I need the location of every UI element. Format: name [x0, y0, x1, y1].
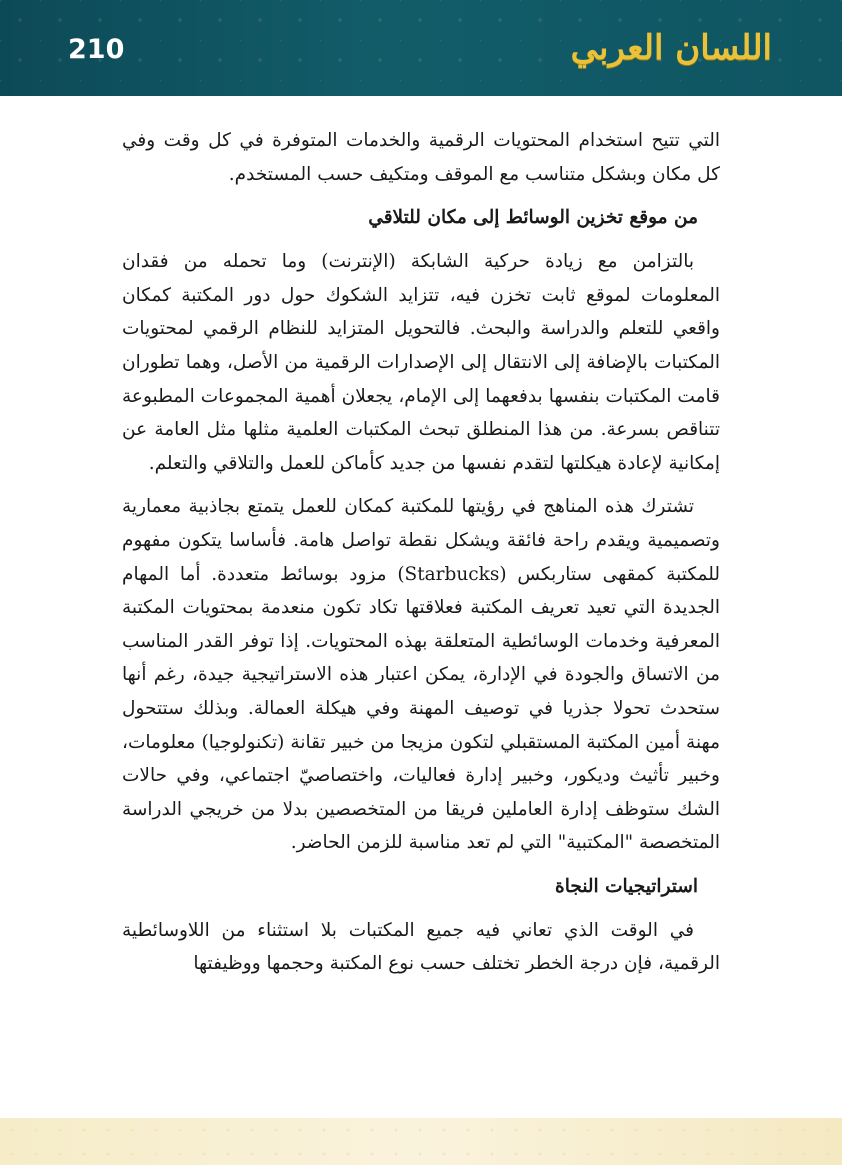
paragraph-digital-disintermediation: في الوقت الذي تعاني فيه جميع المكتبات بلا استثناء من اللاوسائطية الرقمية، فإن درجة الخطر تختلف حسب نوع المكتبة وحجمها ووظيفتها: [122, 919, 720, 975]
paragraph-gap: [122, 480, 720, 490]
paragraph-library-approaches: تشترك هذه المناهج في رؤيتها للمكتبة كمكان للعمل يتمتع بجاذبية معمارية وتصميمية ويقدم راحة فائقة ويشكل نقطة تواصل هامة. فأساسا يتكون مفهوم للمكتبة كمقهى ستاربكس (Starbucks) مزود بوسائط متعددة. أما المهام الجديدة التي تعيد تعريف المكتبة فعلاقتها تكاد تكون منعدمة بمحتويات المكتبة المعرفية وخدمات الوسائطية المتعلقة بهذه المحتويات. إذا توفر القدر المناسب من الاتساق والجودة في الإدارة، يمكن اعتبار هذه الاستراتيجية جيدة، رغم أنها ستحدث تحولا جذريا في توصيف المهنة وفي هيكلة العمالة. وبذلك ستتحول مهنة أمين المكتبة المستقبلي لتكون مزيجا من خبير تقانة (تكنولوجيا) معلومات، وخبير تأثيث وديكور، وخبير إدارة فعاليات، واختصاصيّ اجتماعي، وفي حالات الشك ستوظف إدارة العاملين فريقا من المتخصصين بدلا من خريجي الدراسة المتخصصة "المكتبية" التي لم تعد مناسبة للزمن الحاضر.: [122, 496, 721, 854]
page-footer-band: [0, 1118, 842, 1165]
page-header: [0, 0, 842, 96]
journal-logo: اللسان العربي: [570, 28, 772, 68]
paragraph-internet-mobility: بالتزامن مع زيادة حركية الشابكة (الإنترنت) وما تحمله من فقدان المعلومات لموقع ثابت تخزن فيه، تتزايد الشكوك حول دور المكتبة كمكان واقعي للتعلم والدراسة والبحث. فالتحويل المتزايد للنظام الرقمي لمحتويات المكتبات بالإضافة إلى الانتقال إلى الإصدارات الرقمية من الأصل، وهما تطوران قامت المكتبات بنفسها بدفعهما إلى الإمام، يجعلان أهمية المجموعات المطبوعة تتناقص بسرعة. من هذا المنطلق تبحث المكتبات العلمية مثلها مثل العامة عن إمكانية لإعادة هيكلتها لتقدم نفسها من جديد كأماكن للعمل والتلاقي والتعلم.: [122, 251, 720, 474]
section-heading-meeting-place: من موقع تخزين الوسائط إلى مكان للتلاقي: [368, 207, 698, 229]
paragraph-continuation: التي تتيح استخدام المحتويات الرقمية والخدمات المتوفرة في كل وقت وفي كل مكان وبشكل متناسب مع الموقف ومتكيف حسب المستخدم.: [122, 130, 720, 185]
page-number: 210: [68, 34, 125, 65]
footer-pattern: [0, 1118, 842, 1165]
section-heading-survival-strategies: استراتيجيات النجاة: [555, 875, 698, 897]
article-body: [122, 124, 720, 981]
